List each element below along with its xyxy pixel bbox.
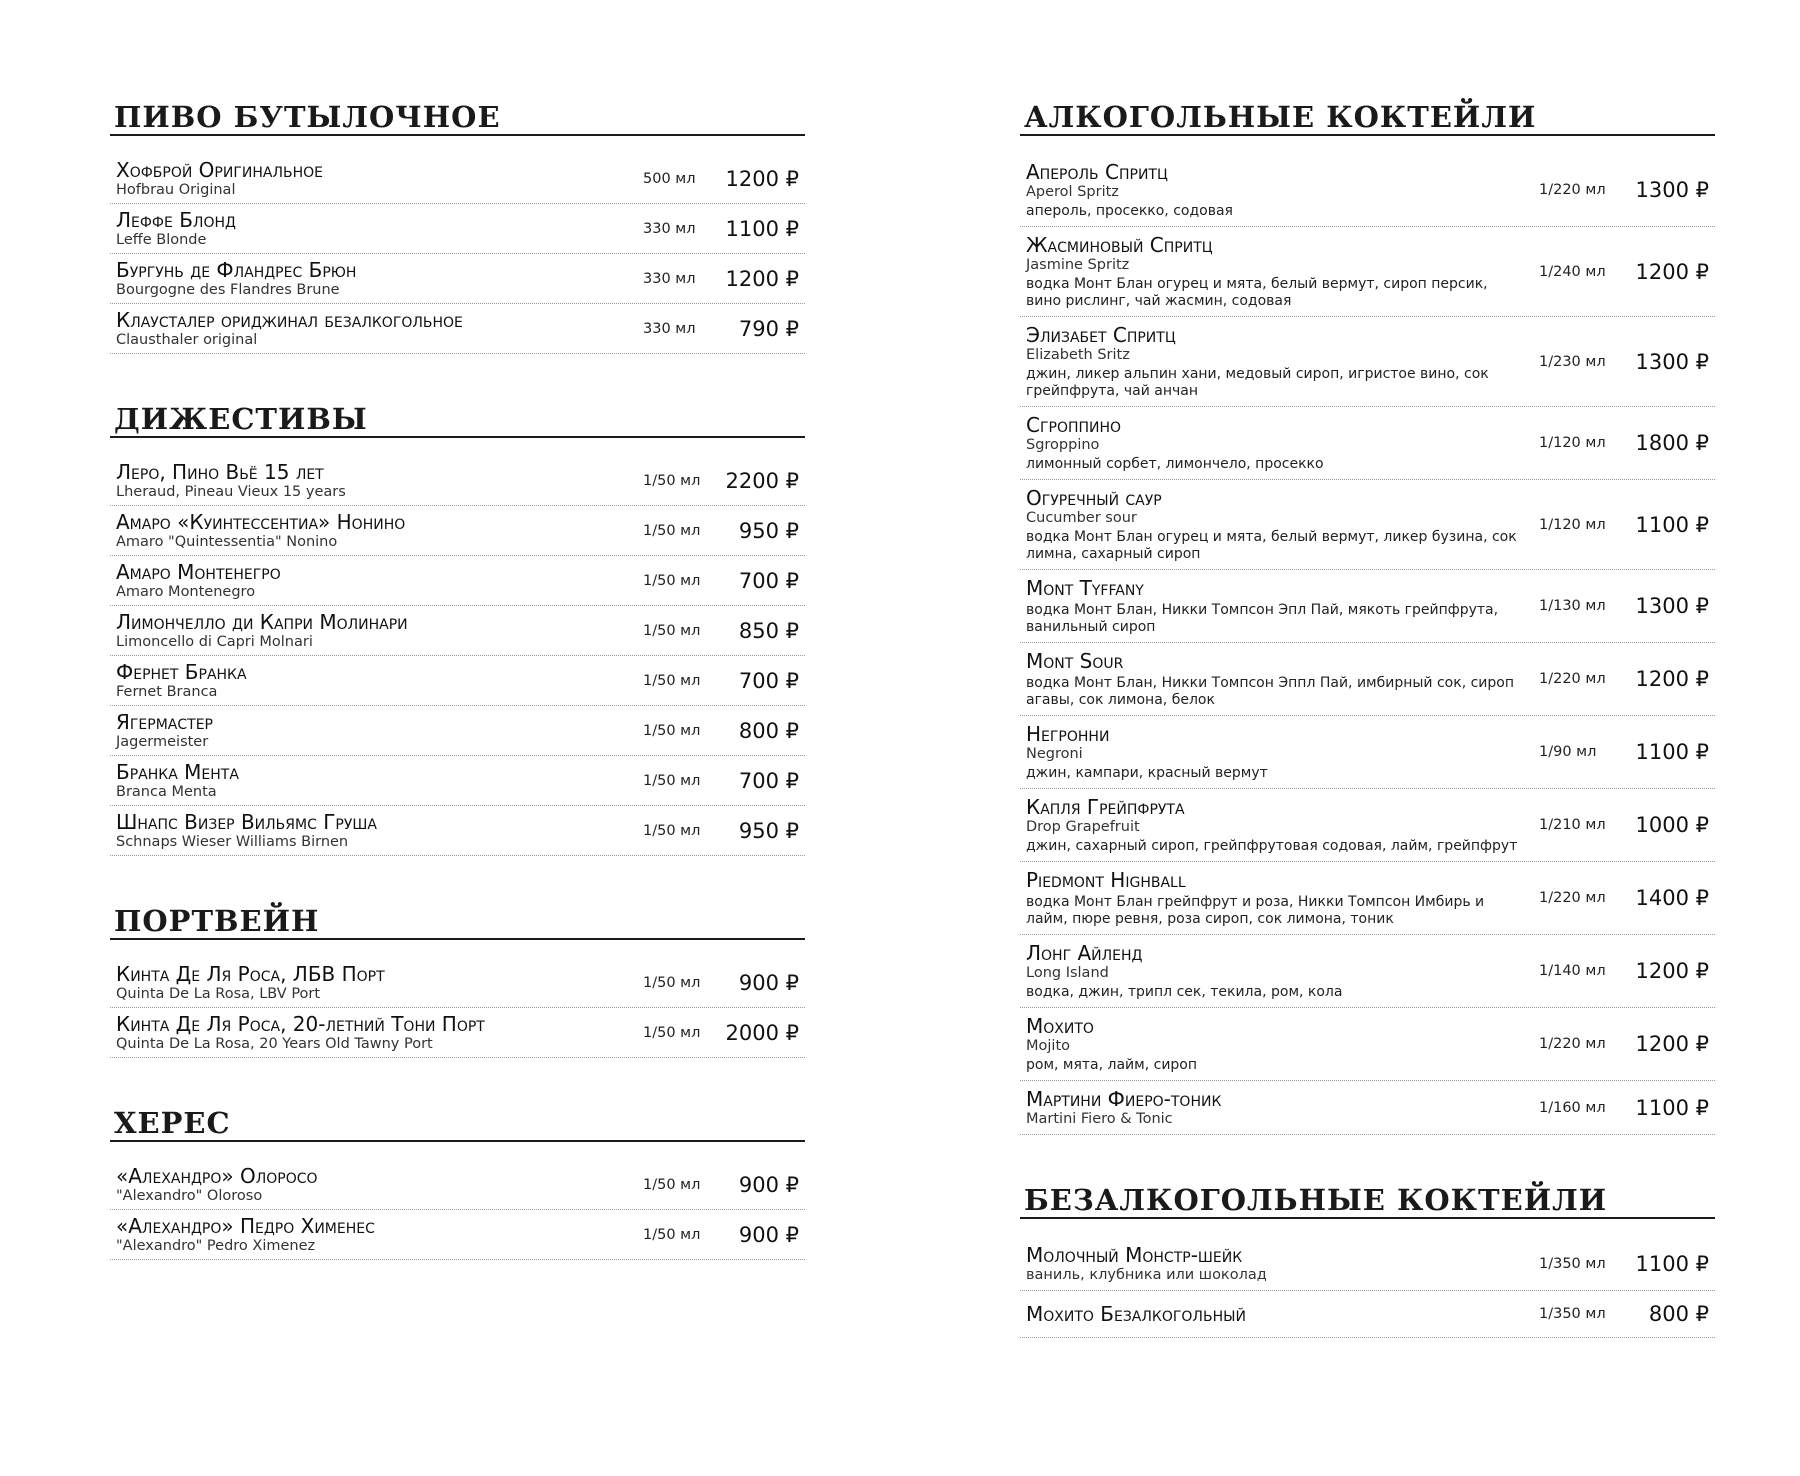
menu-item-info	[116, 460, 643, 501]
menu-section	[110, 402, 805, 856]
menu-item-subtitle: Bourgogne des Flandres Brune	[116, 282, 340, 298]
menu-item-name: «Алехандро» Педро Хименес	[116, 1214, 375, 1238]
menu-item-name: Бранка Мента	[116, 760, 239, 784]
section-title: АЛКОГОЛЬНЫЕ КОКТЕЙЛИ	[1020, 100, 1715, 136]
menu-item	[1020, 935, 1715, 1008]
menu-item-price: 900 ₽	[738, 970, 799, 995]
menu-item-name: Молочный Монстр-шейк	[1026, 1243, 1243, 1267]
menu-item-volume: 1/220 мл	[1539, 671, 1606, 687]
menu-item-volume: 1/130 мл	[1539, 598, 1606, 614]
menu-item-subtitle: Hofbrau Original	[116, 182, 236, 198]
menu-item-volume: 1/50 мл	[643, 1024, 701, 1041]
menu-item-price: 800 ₽	[1648, 1302, 1709, 1326]
menu-section	[1020, 1183, 1715, 1338]
menu-item-volume: 1/50 мл	[643, 1176, 701, 1193]
menu-item-price: 1200 ₽	[725, 266, 799, 291]
menu-item-info	[116, 610, 643, 651]
menu-item-name: Амаро Монтенегро	[116, 560, 281, 584]
menu-item-name: Кинта Де Ля Роса, 20-летний Тони Порт	[116, 1012, 485, 1036]
menu-item-price: 1200 ₽	[1635, 959, 1709, 983]
menu-item-price: 1100 ₽	[725, 216, 799, 241]
right-column	[1020, 100, 1715, 1386]
menu-item-volume: 1/140 мл	[1539, 963, 1606, 979]
menu-item-volume: 1/120 мл	[1539, 435, 1606, 451]
section-title: ПОРТВЕЙН	[110, 904, 805, 940]
menu-item-subtitle: Negroni	[1026, 746, 1083, 762]
menu-item-name: Мохито Безалкогольный	[1026, 1302, 1246, 1326]
menu-item-name: Фернет Бранка	[116, 660, 247, 684]
menu-item-volume: 1/50 мл	[643, 672, 701, 689]
left-column	[110, 100, 805, 1308]
menu-item-info	[1026, 1087, 1539, 1128]
menu-item-volume: 1/50 мл	[643, 622, 701, 639]
menu-item-name: Мартини Фиеро-тоник	[1026, 1087, 1222, 1111]
menu-item-price: 1300 ₽	[1635, 178, 1709, 202]
menu-item-name: Клаусталер ориджинал безалкогольное	[116, 308, 463, 332]
menu-item	[1020, 480, 1715, 570]
menu-item-info	[1026, 722, 1539, 782]
menu-item-description: водка Монт Блан огурец и мята, белый вермут, сироп персик, вино рислинг, чай жасмин, содовая	[1026, 276, 1488, 309]
menu-item-info	[116, 810, 643, 851]
menu-item-info	[116, 258, 643, 299]
menu-section	[110, 1106, 805, 1260]
menu-item-price: 900 ₽	[738, 1222, 799, 1247]
menu-item-subtitle: Clausthaler original	[116, 332, 258, 348]
menu-item-name: Леффе Блонд	[116, 208, 236, 232]
menu-item-name: Бургунь де Фландрес Брюн	[116, 258, 357, 282]
menu-item-volume: 1/50 мл	[643, 974, 701, 991]
menu-item-price: 850 ₽	[738, 618, 799, 643]
menu-item-description: ром, мята, лайм, сироп	[1026, 1057, 1198, 1073]
menu-item-subtitle: Jasmine Spritz	[1026, 257, 1130, 273]
menu-item-subtitle: Sgroppino	[1026, 437, 1100, 453]
menu-item-info	[1026, 486, 1539, 563]
menu-item-info	[1026, 576, 1539, 636]
menu-item-name: Элизабет Спритц	[1026, 323, 1176, 347]
menu-section	[110, 904, 805, 1058]
menu-item-info	[1026, 868, 1539, 928]
menu-item	[110, 1008, 805, 1058]
menu-item-price: 1300 ₽	[1635, 594, 1709, 618]
menu-item-price: 1200 ₽	[1635, 259, 1709, 284]
menu-item-name: Жасминовый Спритц	[1026, 233, 1213, 257]
menu-item-info	[1026, 1243, 1539, 1284]
menu-item-volume: 1/120 мл	[1539, 516, 1606, 533]
menu-item-price: 1800 ₽	[1635, 431, 1709, 455]
menu-item-info	[1026, 233, 1539, 310]
menu-item-description: джин, сахарный сироп, грейпфрутовая содовая, лайм, грейпфрут	[1026, 838, 1518, 854]
menu-item	[110, 706, 805, 756]
menu-item-info	[116, 308, 643, 349]
menu-item-price: 1200 ₽	[725, 166, 799, 191]
menu-item	[1020, 1237, 1715, 1291]
menu-item-info	[116, 208, 643, 249]
menu-item-info	[116, 1214, 643, 1255]
menu-item	[1020, 789, 1715, 862]
menu-item-info	[116, 1012, 643, 1053]
menu-item	[1020, 1081, 1715, 1135]
menu-item	[1020, 317, 1715, 407]
menu-item-info	[116, 158, 643, 199]
menu-item-subtitle: Limoncello di Capri Molnari	[116, 634, 313, 650]
menu-item-name: Амаро «Куинтессентиа» Нонино	[116, 510, 406, 534]
menu-item	[1020, 570, 1715, 643]
menu-item-price: 1100 ₽	[1635, 740, 1709, 764]
menu-item-info	[116, 710, 643, 751]
menu-item	[110, 154, 805, 204]
menu-item-subtitle: ваниль, клубника или шоколад	[1026, 1267, 1267, 1283]
menu-item-price: 790 ₽	[738, 316, 799, 341]
menu-item	[110, 806, 805, 856]
menu-item-volume: 1/230 мл	[1539, 353, 1606, 370]
menu-item-subtitle: Jagermeister	[116, 734, 209, 750]
menu-item-description: водка, джин, трипл сек, текила, ром, кола	[1026, 984, 1343, 1000]
menu-item-price: 950 ₽	[738, 818, 799, 843]
menu-item-name: Лонг Айленд	[1026, 941, 1143, 965]
menu-section	[110, 100, 805, 354]
menu-item-volume: 330 мл	[643, 270, 696, 287]
menu-item-subtitle: Elizabeth Sritz	[1026, 347, 1130, 363]
menu-item-subtitle: Quinta De La Rosa, 20 Years Old Tawny Port	[116, 1036, 433, 1052]
menu-item-volume: 500 мл	[643, 170, 696, 187]
menu-item	[1020, 1008, 1715, 1081]
menu-item-price: 1000 ₽	[1635, 813, 1709, 837]
menu-item-subtitle: Amaro "Quintessentia" Nonino	[116, 534, 338, 550]
menu-item-volume: 1/160 мл	[1539, 1099, 1606, 1116]
section-title: ДИЖЕСТИВЫ	[110, 402, 805, 438]
menu-item-name: Леро, Пино Вьё 15 лет	[116, 460, 324, 484]
menu-item-subtitle: Lheraud, Pineau Vieux 15 years	[116, 484, 346, 500]
menu-item-info	[116, 962, 643, 1003]
menu-item-subtitle: Aperol Spritz	[1026, 184, 1119, 200]
menu-item-name: Ягермастер	[116, 710, 213, 734]
menu-item-price: 1100 ₽	[1635, 1251, 1709, 1276]
menu-item-price: 1200 ₽	[1635, 667, 1709, 691]
menu-item	[110, 304, 805, 354]
section-title: БЕЗАЛКОГОЛЬНЫЕ КОКТЕЙЛИ	[1020, 1183, 1715, 1219]
menu-item	[110, 254, 805, 304]
menu-item-price: 2000 ₽	[725, 1020, 799, 1045]
menu-item-price: 1300 ₽	[1635, 349, 1709, 374]
menu-item	[110, 204, 805, 254]
menu-item-volume: 1/50 мл	[643, 572, 701, 589]
menu-item-volume: 1/220 мл	[1539, 1036, 1606, 1052]
menu-item-info	[1026, 1302, 1539, 1326]
menu-item-subtitle: Amaro Montenegro	[116, 584, 256, 600]
menu-item-price: 800 ₽	[738, 718, 799, 743]
menu-item-volume: 1/90 мл	[1539, 744, 1597, 760]
section-title: ПИВО БУТЫЛОЧНОЕ	[110, 100, 805, 136]
menu-item-name: Капля Грейпфрута	[1026, 795, 1185, 819]
menu-item-info	[1026, 413, 1539, 473]
section-title: ХЕРЕС	[110, 1106, 805, 1142]
menu-item-subtitle: Schnaps Wieser Williams Birnen	[116, 834, 349, 850]
menu-item	[1020, 862, 1715, 935]
menu-item-name: Mont Sour	[1026, 649, 1124, 673]
menu-item-subtitle: Leffe Blonde	[116, 232, 207, 248]
menu-item-volume: 1/220 мл	[1539, 182, 1606, 198]
menu-item-info	[1026, 649, 1539, 709]
menu-item-info	[1026, 323, 1539, 400]
menu-item-price: 950 ₽	[738, 518, 799, 543]
menu-item	[110, 958, 805, 1008]
menu-item-name: «Алехандро» Олоросо	[116, 1164, 318, 1188]
menu-item-subtitle: Branca Menta	[116, 784, 217, 800]
menu-item-subtitle: Fernet Branca	[116, 684, 218, 700]
menu-item-name: Хофброй Оригинальное	[116, 158, 323, 182]
menu-item-description: апероль, просекко, содовая	[1026, 203, 1233, 219]
menu-item-volume: 1/210 мл	[1539, 817, 1606, 833]
menu-item-volume: 1/50 мл	[643, 772, 701, 789]
menu-item-price: 1100 ₽	[1635, 512, 1709, 537]
menu-item-price: 1100 ₽	[1635, 1095, 1709, 1120]
menu-item-price: 2200 ₽	[725, 468, 799, 493]
menu-item-subtitle: Martini Fiero & Tonic	[1026, 1111, 1173, 1127]
menu-item	[1020, 227, 1715, 317]
menu-item	[110, 1210, 805, 1260]
menu-section	[1020, 100, 1715, 1135]
menu-item	[1020, 643, 1715, 716]
menu-item	[110, 656, 805, 706]
menu-item-subtitle: Long Island	[1026, 965, 1109, 981]
menu-item-volume: 1/350 мл	[1539, 1306, 1606, 1322]
menu-item	[110, 556, 805, 606]
menu-item-name: Piedmont Highball	[1026, 868, 1186, 892]
menu-item-subtitle: "Alexandro" Oloroso	[116, 1188, 263, 1204]
menu-item-price: 900 ₽	[738, 1172, 799, 1197]
menu-item-info	[1026, 160, 1539, 220]
menu-item-info	[1026, 1014, 1539, 1074]
menu-item-volume: 1/50 мл	[643, 1226, 701, 1243]
menu-item-name: Кинта Де Ля Роса, ЛБВ Порт	[116, 962, 385, 986]
menu-item-volume: 1/220 мл	[1539, 890, 1606, 906]
menu-item-description: джин, ликер альпин хани, медовый сироп, игристое вино, сок грейпфрута, чай анчан	[1026, 366, 1489, 399]
menu-item-price: 1400 ₽	[1635, 886, 1709, 910]
menu-item-volume: 330 мл	[643, 320, 696, 337]
menu-item-price: 700 ₽	[738, 568, 799, 593]
menu-item-description: лимонный сорбет, лимончело, просекко	[1026, 456, 1324, 472]
menu-item-info	[116, 560, 643, 601]
menu-item-volume: 330 мл	[643, 220, 696, 237]
menu-item-volume: 1/350 мл	[1539, 1255, 1606, 1272]
menu-item-subtitle: Drop Grapefruit	[1026, 819, 1140, 835]
menu-item-name: Негронни	[1026, 722, 1110, 746]
menu-item-volume: 1/50 мл	[643, 522, 701, 539]
menu-item-info	[116, 760, 643, 801]
menu-item-name: Мохито	[1026, 1014, 1094, 1038]
menu-item-description: водка Монт Блан, Никки Томпсон Эпл Пай, мякоть грейпфрута, ванильный сироп	[1026, 602, 1499, 635]
menu-item-info	[1026, 941, 1539, 1001]
menu-item-volume: 1/50 мл	[643, 722, 701, 739]
menu-item-info	[116, 660, 643, 701]
menu-item-name: Mont Tyffany	[1026, 576, 1144, 600]
menu-item-description: джин, кампари, красный вермут	[1026, 765, 1268, 781]
menu-item-info	[116, 510, 643, 551]
menu-item-info	[116, 1164, 643, 1205]
menu-item	[110, 606, 805, 656]
menu-item-name: Лимончелло ди Капри Молинари	[116, 610, 408, 634]
menu-item	[1020, 154, 1715, 227]
menu-item-subtitle: Mojito	[1026, 1038, 1070, 1054]
menu-item-price: 700 ₽	[738, 768, 799, 793]
menu-item	[110, 506, 805, 556]
menu-item-name: Огуречный саур	[1026, 486, 1162, 510]
menu-item-volume: 1/50 мл	[643, 822, 701, 839]
menu-item-volume: 1/240 мл	[1539, 263, 1606, 280]
menu-item-description: водка Монт Блан, Никки Томпсон Эппл Пай, имбирный сок, сироп агавы, сок лимона, белок	[1026, 675, 1514, 708]
menu-item	[1020, 716, 1715, 789]
menu-item	[110, 756, 805, 806]
menu-item-name: Апероль Спритц	[1026, 160, 1168, 184]
menu-item-description: водка Монт Блан огурец и мята, белый вермут, ликер бузина, сок лимна, сахарный сироп	[1026, 529, 1517, 562]
menu-item-name: Сгроппино	[1026, 413, 1122, 437]
menu-item	[110, 1160, 805, 1210]
menu-item-name: Шнапс Визер Вильямс Груша	[116, 810, 377, 834]
menu-item-subtitle: "Alexandro" Pedro Ximenez	[116, 1238, 316, 1254]
menu-item-volume: 1/50 мл	[643, 472, 701, 489]
menu-item-price: 1200 ₽	[1635, 1032, 1709, 1056]
menu-item-subtitle: Cucumber sour	[1026, 510, 1137, 526]
menu-item	[1020, 1291, 1715, 1338]
menu-item-price: 700 ₽	[738, 668, 799, 693]
menu-item-description: водка Монт Блан грейпфрут и роза, Никки Томпсон Имбирь и лайм, пюре ревня, роза сироп, сок лимона, тоник	[1026, 894, 1485, 927]
menu-item	[110, 456, 805, 506]
menu-item	[1020, 407, 1715, 480]
menu-item-info	[1026, 795, 1539, 855]
menu-item-subtitle: Quinta De La Rosa, LBV Port	[116, 986, 321, 1002]
